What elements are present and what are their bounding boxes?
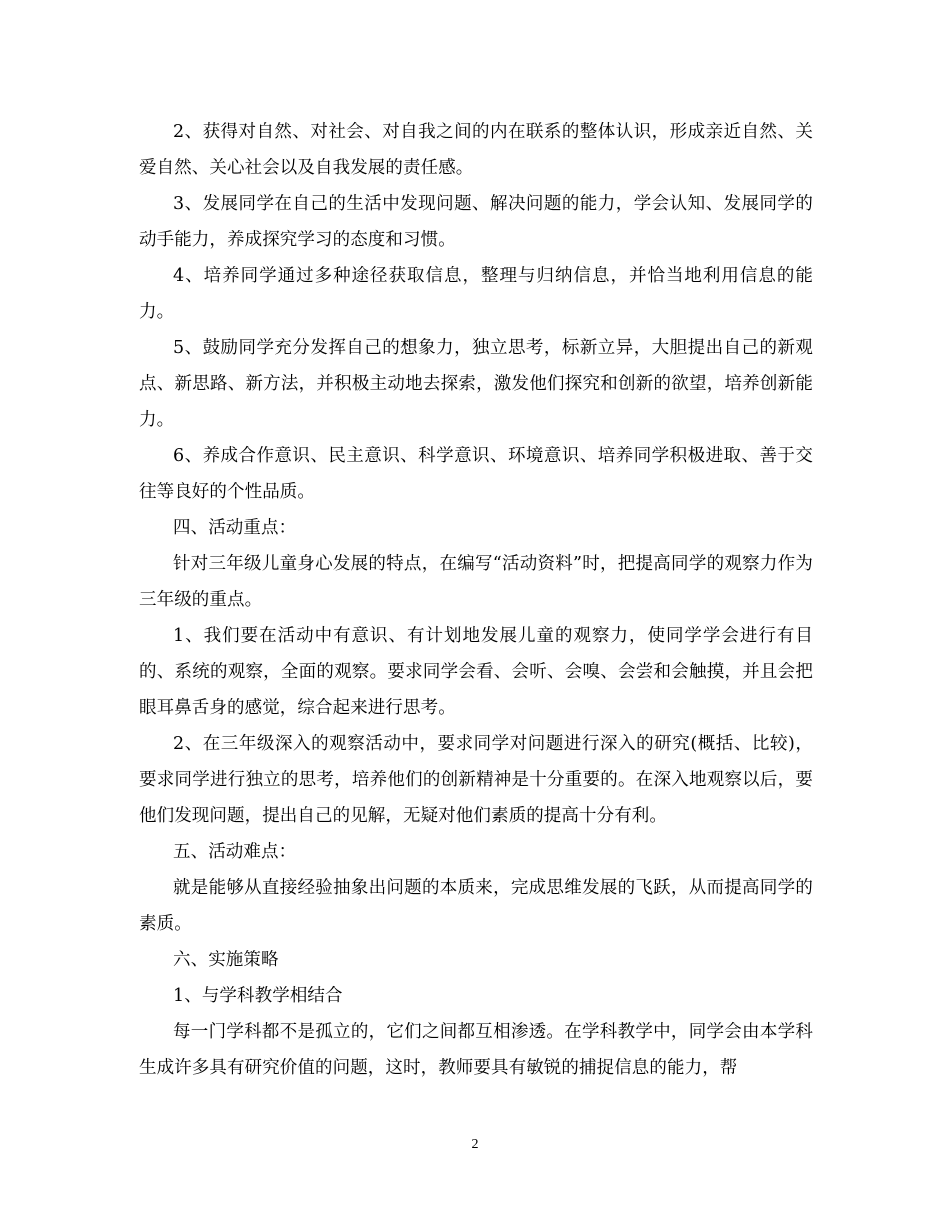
paragraph-key-points-intro: 针对三年级儿童身心发展的特点，在编写“活动资料”时，把提高同学的观察力作为三年级的重点。 (139, 554, 813, 610)
section-heading-difficulties: 五、活动难点： (173, 842, 297, 862)
document-body (139, 114, 813, 1086)
paragraph-key-point-1: 1、我们要在活动中有意识、有计划地发展儿童的观察力，使同学学会进行有目的、系统的观察，全面的观察。要求同学会看、会听、会嗅、会尝和会触摸，并且会把眼耳鼻舌身的感觉，综合起来进行思考。 (139, 626, 813, 718)
paragraph-goal-3: 3、发展同学在自己的生活中发现问题、解决问题的能力，学会认知、发展同学的动手能力，养成探究学习的态度和习惯。 (139, 194, 813, 250)
paragraph-goal-2: 2、获得对自然、对社会、对自我之间的内在联系的整体认识，形成亲近自然、关爱自然、关心社会以及自我发展的责任感。 (139, 122, 813, 178)
paragraph-goal-6: 6、养成合作意识、民主意识、科学意识、环境意识、培养同学积极进取、善于交往等良好的个性品质。 (139, 446, 813, 502)
page-number: 2 (471, 1137, 479, 1152)
subheading-strategy-1: 1、与学科教学相结合 (173, 986, 343, 1006)
paragraph-difficulties: 就是能够从直接经验抽象出问题的本质来，完成思维发展的飞跃，从而提高同学的素质。 (139, 878, 813, 934)
section-heading-strategy: 六、实施策略 (173, 950, 279, 970)
paragraph-strategy-1: 每一门学科都不是孤立的，它们之间都互相渗透。在学科教学中，同学会由本学科生成许多具有研究价值的问题，这时，教师要具有敏锐的捕捉信息的能力，帮 (139, 1022, 813, 1078)
paragraph-goal-5: 5、鼓励同学充分发挥自己的想象力，独立思考，标新立异，大胆提出自己的新观点、新思路、新方法，并积极主动地去探索，激发他们探究和创新的欲望，培养创新能力。 (139, 338, 813, 430)
paragraph-goal-4: 4、培养同学通过多种途径获取信息，整理与归纳信息，并恰当地利用信息的能力。 (139, 266, 813, 322)
section-heading-key-points: 四、活动重点： (173, 518, 297, 538)
paragraph-key-point-2: 2、在三年级深入的观察活动中，要求同学对问题进行深入的研究(概括、比较)，要求同学进行独立的思考，培养他们的创新精神是十分重要的。在深入地观察以后，要他们发现问题，提出自己的见解，无疑对他们素质的提高十分有利。 (139, 734, 813, 826)
